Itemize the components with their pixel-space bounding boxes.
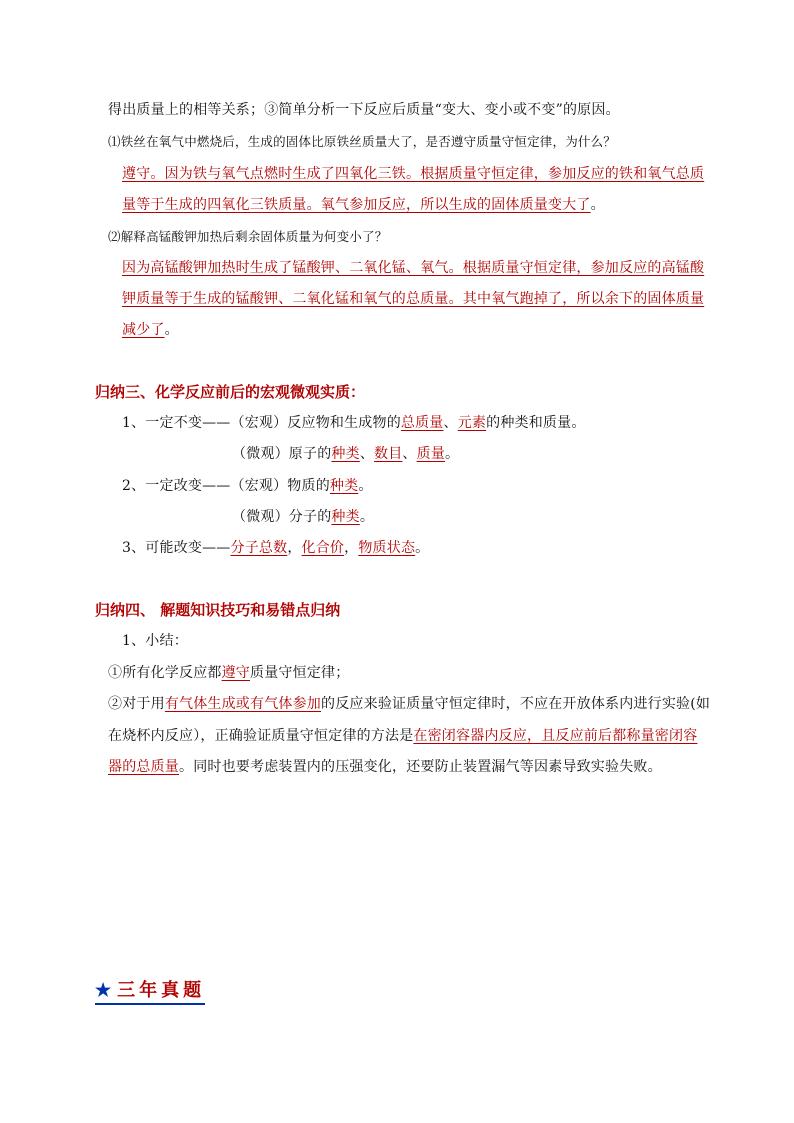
answer-2-line-3 (122, 321, 179, 339)
three-year-exam-heading (95, 980, 205, 1005)
section-3-item-3 (122, 539, 429, 557)
s4-p1-pre: ①所有化学反应都 (108, 665, 222, 681)
answer-1-text-2: 量等于生成的四氧化三铁质量。氧气参加反应，所以生成的固体质量变大了 (122, 197, 591, 213)
section-3-heading: 归纳三、化学反应前后的宏观微观实质： (95, 383, 366, 401)
question-2: ⑵解释高锰酸钾加热后剩余固体质量为何变小了？ (108, 229, 388, 244)
s3-l2-sep-2: 、 (402, 446, 417, 462)
s3-l1-answer-2: 元素 (457, 415, 487, 431)
answer-1-line-2 (122, 196, 605, 214)
s3-l4-answer-1: 种类 (331, 509, 360, 525)
answer-1-end: 。 (590, 197, 605, 213)
s4-p2-answer: 有气体生成或有气体参加 (164, 696, 322, 712)
intro-text-1: 得出质量上的相等关系；③简单分析一下反应后质量 (108, 102, 435, 118)
s4-p3-pre: 在烧杯内反应），正确验证质量守恒定律的方法是 (108, 728, 414, 744)
answer-2-end: 。 (164, 322, 179, 338)
question-1: ⑴铁丝在氧气中燃烧后，生成的固体比原铁丝质量大了，是否遵守质量守恒定律，为什么？ (108, 134, 617, 149)
section-3-item-2-micro (232, 508, 374, 526)
section-4-point-1 (108, 664, 349, 682)
s3-l1-answer-1: 总质量 (400, 415, 444, 431)
s3-l2-answer-2: 数目 (374, 446, 403, 462)
s3-l3-answer-1: 种类 (329, 478, 359, 494)
three-year-exam-title: 三年真题 (117, 980, 206, 1001)
intro-quote: “变大、变小或不变” (434, 102, 563, 118)
s3-l3-post: 。 (358, 478, 373, 494)
s3-l1-sep: 、 (443, 415, 458, 431)
s3-l5-pre: 3、可能改变—— (122, 540, 231, 556)
section-4-point-2-line-1 (108, 695, 710, 713)
section-3-item-1-micro (232, 445, 459, 463)
s3-l3-pre: 2、一定改变——（宏观）物质的 (122, 478, 330, 494)
section-3-item-1 (122, 414, 586, 432)
s3-l5-sep-1: ， (287, 540, 302, 556)
section-4-point-2-line-2 (108, 727, 697, 745)
answer-2-text-1: 因为高锰酸钾加热时生成了锰酸钾、二氧化锰、氧气。根据质量守恒定律，参加反应的高锰酸 (122, 260, 705, 276)
s4-p1-post: 质量守恒定律； (250, 665, 350, 681)
s3-l5-post: 。 (415, 540, 430, 556)
answer-2-line-2 (122, 290, 704, 308)
section-4-summary: 1、小结： (122, 633, 188, 649)
answer-1-line-1 (122, 165, 704, 183)
star-icon: ★ (95, 980, 116, 1001)
s3-l5-sep-2: ， (344, 540, 359, 556)
s3-l2-pre: （微观）原子的 (232, 446, 332, 462)
answer-2-line-1 (122, 259, 704, 277)
s4-p2-pre: ②对于用 (108, 696, 165, 712)
s3-l5-answer-3: 物质状态 (358, 540, 416, 556)
s3-l1-pre: 1、一定不变——（宏观）反应物和生成物的 (122, 415, 401, 431)
intro-text-3: 的原因。 (562, 102, 620, 118)
section-3-item-2 (122, 477, 373, 495)
s4-p1-answer: 遵守 (221, 665, 251, 681)
answer-2-text-2: 钾质量等于生成的锰酸钾、二氧化锰和氧气的总质量。其中氧气跑掉了，所以余下的固体质量 (122, 291, 705, 307)
s3-l5-answer-1: 分子总数 (230, 540, 288, 556)
section-4-point-2-line-3 (108, 758, 662, 776)
s4-p4-answer: 器的总质量 (108, 759, 179, 775)
s3-l1-post: 的种类和质量。 (486, 415, 586, 431)
s4-p4-post: 。同时也要考虑装置内的压强变化，还要防止装置漏气等因素导致实验失败。 (179, 759, 662, 775)
section-4-heading: 归纳四、 解题知识技巧和易错点归纳 (95, 601, 341, 619)
s4-p2-post: 的反应来验证质量守恒定律时，不应在开放体系内进行实验(如 (321, 696, 711, 712)
s4-p3-answer: 在密闭容器内反应，且反应前后都称量密闭容 (413, 728, 698, 744)
s3-l2-answer-1: 种类 (331, 446, 360, 462)
s3-l2-answer-3: 质量 (416, 446, 446, 462)
intro-line (108, 101, 620, 119)
answer-2-text-3: 减少了 (122, 322, 165, 338)
s3-l2-sep-1: 、 (359, 446, 375, 462)
answer-1-text-1: 遵守。因为铁与氧气点燃时生成了四氧化三铁。根据质量守恒定律，参加反应的铁和氧气总质 (122, 166, 705, 182)
s3-l2-post: 。 (445, 446, 460, 462)
s3-l5-answer-2: 化合价 (301, 540, 345, 556)
s3-l4-post: 。 (359, 509, 375, 525)
s3-l4-pre: （微观）分子的 (232, 509, 332, 525)
